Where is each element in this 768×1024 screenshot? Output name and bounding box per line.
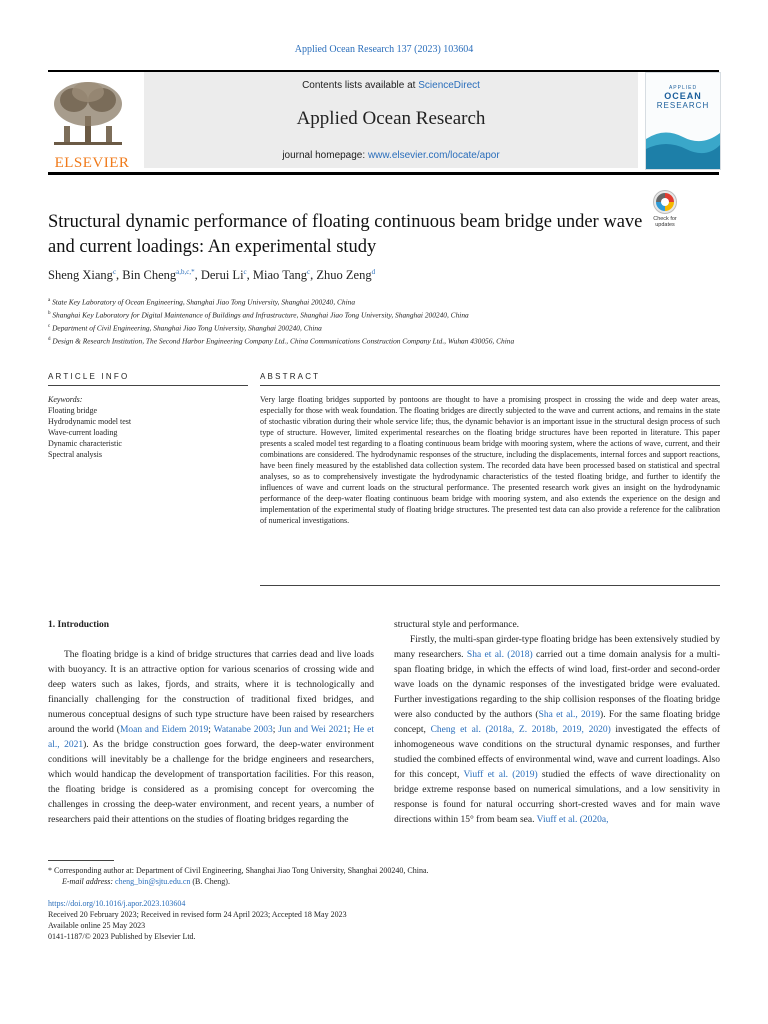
footnote-rule [48, 860, 114, 861]
author-affiliation-mark[interactable]: d [371, 268, 376, 276]
citation-link[interactable]: Moan and Eidem 2019 [119, 725, 209, 735]
cover-line-3: RESEARCH [656, 101, 710, 110]
available-online: Available online 25 May 2023 [48, 921, 146, 930]
affiliation-list [48, 295, 708, 347]
publisher-name: ELSEVIER [54, 155, 130, 171]
body-paragraph [394, 633, 720, 828]
homepage-link[interactable]: www.elsevier.com/locate/apor [367, 150, 500, 161]
citation-link[interactable]: He et al., 2021 [48, 725, 374, 750]
cover-line-1: APPLIED [668, 85, 698, 91]
crossmark-icon [653, 190, 677, 214]
author-affiliation-mark[interactable]: a,b,c,* [176, 268, 195, 276]
citation-link[interactable]: Viuff et al. (2019) [463, 770, 538, 780]
contents-prefix: Contents lists available at [302, 80, 419, 91]
email-label: E-mail address: [62, 877, 114, 886]
paragraph-text: carried out a time domain analysis for a multi-span floating bridge, in which the effects of wind load, first-order and second-order wave loads on the dynamic responses of the investigated bridge were evaluated. Further investigations regarding to the ship collision responses of the floating bridge were also conducted by the authors ( [394, 650, 720, 720]
paragraph-text: The floating bridge is a kind of bridge structures that carries dead and live loads with buoyancy. It is an attractive option for various scenarios of crossing wide and deep waters such as lakes, fjords, and straits, where it is technologically and financially challenging for the construction of traditional fixed bridges, and numerous conceptual designs of such type structure have been raised by researchers around the world ( [48, 650, 374, 735]
citation-link[interactable]: Viuff et al. (2020a, [536, 815, 609, 825]
abstract-text: Very large floating bridges supported by pontoons are thought to have a promising prospect in crossing the wide and deep water areas, especially for those with weak foundation. The floating bridges are directly subjected to the wave and current actions, and remains in the state of stochastic vibration during their whole service life; thus, the dynamic behavior is an important issue in the structural design process of such type of structure. However, limited experimental researches on the floating bridge structures have been reported in literature. This paper presents a scaled model test regarding to a floating continuous beam bridge with mooring system, where the actions of wave, current, and their combinations are considered. The hydrodynamic responses of the structure, including the displacements, internal forces and support reactions, have been finely measured by the established data collection system. The recorded data have been processed based on statistical and spectral analyses, so as to comprehensively investigate the hydrodynamic characteristics of the tested floating bridge, and further to identify the influences of wave and current loads on the structural performance. The presented research work gives an insight on the hydrodynamic performance of the deep-water floating continuous beam bridge with mooring system, and also extends the experience on the design and implementation of the experimental study of floating bridge structures. The presented test data can also provide a reference for the calibration of numerical investigations. [260, 395, 720, 525]
keyword-item: Floating bridge [48, 406, 98, 415]
author-name[interactable]: Bin Cheng [122, 268, 177, 283]
journal-citation[interactable]: Applied Ocean Research 137 (2023) 103604 [294, 44, 474, 55]
affiliation-text: State Key Laboratory of Ocean Engineering, Shanghai Jiao Tong University, Shanghai 200240, China [52, 297, 356, 307]
journal-cover[interactable] [645, 72, 721, 170]
citation-separator: ; [347, 725, 354, 735]
journal-title: Applied Ocean Research [296, 108, 486, 129]
keyword-item: Spectral analysis [48, 450, 102, 459]
cover-wave-icon [646, 119, 720, 169]
affiliation-mark: b [48, 310, 51, 316]
paragraph-text: studied the effects of wave directionality on bridge extreme response based on numerical simulations, and a low sensitivity in response is found for natural occurring short-crested waves and for main wave directions within 15° from beam sea. [394, 770, 721, 825]
keyword-item: Wave-current loading [48, 428, 118, 437]
cover-line-2: OCEAN [664, 91, 702, 101]
affiliation-item [48, 308, 708, 321]
paragraph-text: Firstly, the multi-span girder-type floating bridge has been extensively studied by many researchers. [394, 635, 720, 660]
affiliation-text: Department of Civil Engineering, Shanghai Jiao Tong University, Shanghai 200240, China [52, 323, 322, 333]
author-name[interactable]: Sheng Xiang [48, 268, 113, 283]
abstract-rule [260, 385, 720, 386]
corresponding-author-note: * Corresponding author at: Department of Civil Engineering, Shanghai Jiao Tong University, Shanghai 200240, China. [48, 866, 429, 875]
author-affiliation-mark[interactable]: c [112, 268, 117, 276]
author-name[interactable]: Zhuo Zeng [316, 268, 372, 283]
abstract-heading: ABSTRACT [260, 372, 321, 381]
body-column-left [48, 618, 374, 828]
article-info-rule [48, 385, 248, 386]
affiliation-text: Design & Research Institution, The Second Harbor Engineering Company Ltd., China Communications Construction Company Ltd., Wuhan 430056, China [52, 336, 515, 346]
citation-separator: ; [272, 725, 279, 735]
affiliation-item [48, 334, 708, 347]
author-name[interactable]: Derui Li [200, 268, 244, 283]
publication-info [48, 898, 720, 942]
author-affiliation-mark[interactable]: c [307, 268, 311, 276]
paragraph-text: investigated the effects of inhomogeneous wave conditions on the structural dynamic responses, and further studied the combined effects of environmental wind, wave and current loadings. Also for this concept, [394, 725, 720, 780]
citation-link[interactable]: Sha et al., 2019 [538, 710, 601, 720]
paragraph-text: ). As the bridge construction goes forward, the deep-water environment conditions will inevitably be a challenge for the bridge engineers and researchers, which would handicap the development of transportation facilities. For this reason, the floating bridge is considered as a promising concept for overcoming the challenges in crossing the deep-water environment, and recent years, a number of researchers paid their attentions on the studies of floating bridges regarding the [48, 740, 374, 825]
citation-link[interactable]: Watanabe 2003 [213, 725, 273, 735]
keywords-block [48, 394, 248, 460]
body-paragraph [48, 648, 374, 828]
citation-separator: ; [208, 725, 214, 735]
check-for-updates-badge[interactable] [649, 190, 681, 230]
footnote-block [48, 865, 720, 887]
affiliation-text: Shanghai Key Laboratory for Digital Maintenance of Buildings and Infrastructure, Shanghai Jiao Tong University, Shanghai 200240, China [52, 310, 469, 320]
paragraph-text: ). For the same floating bridge concept, [394, 710, 720, 735]
homepage-line [144, 150, 638, 161]
doi-link[interactable]: https://doi.org/10.1016/j.apor.2023.103604 [48, 899, 186, 908]
keyword-item: Hydrodynamic model test [48, 417, 132, 426]
body-column-right [394, 618, 720, 828]
citation-link[interactable]: Cheng et al. (2018a, Z. 2018b, 2019, 2020) [430, 725, 611, 735]
author-affiliation-mark[interactable]: c [243, 268, 247, 276]
affiliation-item [48, 321, 708, 334]
sciencedirect-link[interactable]: ScienceDirect [418, 80, 480, 91]
contents-line [144, 80, 638, 91]
article-title: Structural dynamic performance of floating continuous beam bridge under wave and current loadings: An experimental study [48, 212, 643, 257]
section-heading: 1. Introduction [48, 620, 110, 630]
email-line [48, 876, 720, 887]
citation-link[interactable]: Jun and Wei 2021 [278, 725, 348, 735]
body-paragraph: structural style and performance. [394, 620, 520, 630]
article-info-heading: ARTICLE INFO [48, 372, 130, 381]
abstract-bottom-rule [260, 585, 720, 586]
author-name[interactable]: Miao Tang [252, 268, 308, 283]
affiliation-mark: d [48, 336, 51, 342]
affiliation-item [48, 295, 708, 308]
keywords-label: Keywords: [48, 395, 83, 404]
crossmark-label: Check for updates [653, 216, 677, 228]
email-suffix: (B. Cheng). [190, 877, 230, 886]
elsevier-logo[interactable] [48, 72, 136, 171]
email-link[interactable]: cheng_bin@sjtu.edu.cn [115, 877, 191, 886]
received-dates: Received 20 February 2023; Received in revised form 24 April 2023; Accepted 18 May 2023 [48, 910, 347, 919]
journal-banner [144, 72, 638, 168]
citation-link[interactable]: Sha et al. (2018) [466, 650, 533, 660]
keyword-item: Dynamic characteristic [48, 439, 122, 448]
author-list: Sheng Xiang$^c$, Bin Cheng$^{a,b,c,*}$, Derui Li$^c$, Miao Tang$^c$, Zhuo Zeng$^d$ [48, 268, 376, 283]
elsevier-tree-icon [48, 78, 128, 148]
header-bottom-rule [48, 172, 719, 175]
copyright-line: 0141-1187/© 2023 Published by Elsevier Ltd. [48, 932, 196, 941]
affiliation-mark: c [48, 323, 51, 329]
affiliation-mark: a [48, 298, 51, 303]
homepage-prefix: journal homepage: [282, 150, 368, 161]
